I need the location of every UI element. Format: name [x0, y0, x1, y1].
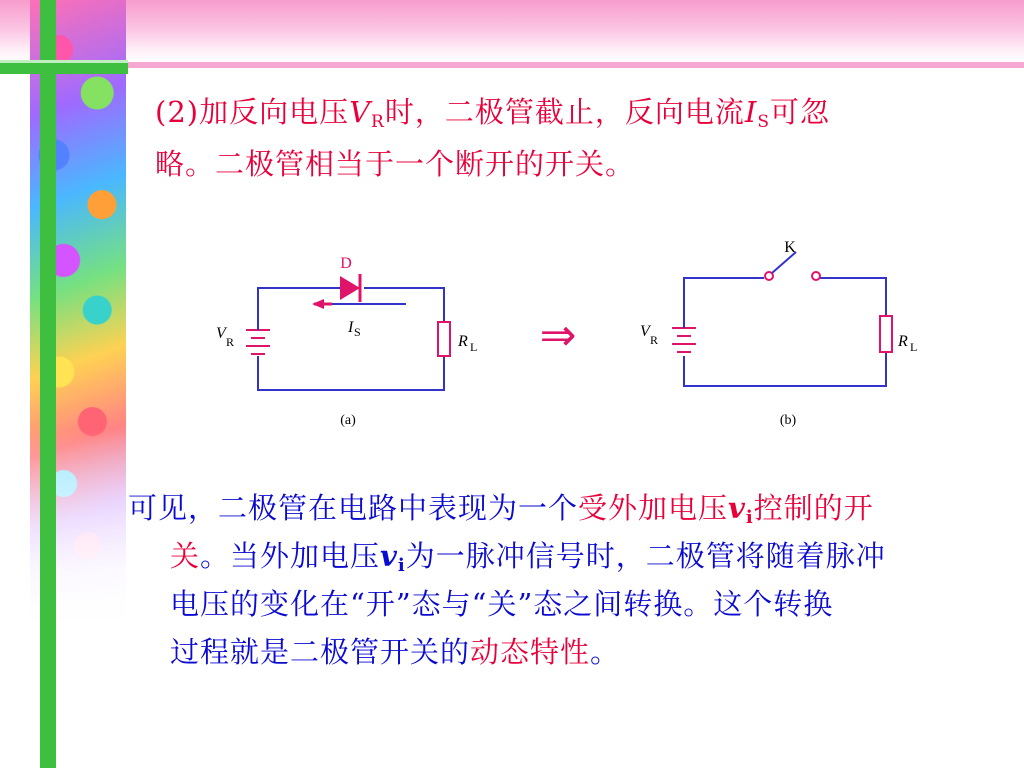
para2-highlight: 受外加电压	[578, 491, 729, 525]
para2-highlight: 关	[170, 539, 201, 573]
para1-text: (2)加反向电压	[155, 95, 350, 129]
para2-text: 为一脉冲信号时，二极管将随着脉冲	[405, 539, 886, 573]
circuit-a	[216, 255, 477, 428]
voltage-sub: R	[371, 112, 385, 132]
para1-text: 可忽	[770, 95, 831, 129]
wire	[820, 278, 886, 316]
switch-label: K	[784, 239, 796, 256]
current-label-sub: S	[354, 325, 361, 339]
diode-symbol	[334, 274, 360, 302]
switching-characteristic-paragraph	[128, 484, 1003, 676]
open-switch-symbol	[765, 252, 820, 280]
para2-line3: 电压的变化在“开”态与“关”态之间转换。这个转换	[170, 587, 834, 621]
para2-text: 。	[590, 635, 621, 669]
battery-symbol	[246, 320, 270, 354]
horizontal-green-bar-highlight	[0, 60, 128, 63]
resistor-symbol	[880, 316, 892, 352]
battery-symbol	[672, 320, 696, 352]
resistor-label-sub: L	[910, 340, 918, 354]
caption-b: (b)	[779, 413, 797, 428]
vertical-green-bar	[40, 0, 56, 768]
current-sub: S	[757, 112, 770, 132]
para2-text: 过程就是二极管开关的	[170, 635, 471, 669]
current-var: I	[744, 95, 758, 129]
top-banner	[0, 0, 1024, 62]
para2-highlight: 动态特性	[470, 635, 591, 669]
source-label: V	[640, 323, 650, 340]
wire	[684, 278, 764, 320]
wire	[684, 352, 886, 386]
para2-highlight: 控制的开	[753, 491, 874, 525]
resistor-symbol	[438, 322, 450, 356]
source-label-sub: R	[226, 335, 235, 349]
para2-text: 。当外加电压	[200, 539, 381, 573]
top-divider	[0, 62, 1024, 68]
input-voltage-var: v	[380, 539, 398, 573]
para2-line4	[128, 628, 1003, 676]
circuit-diagram	[190, 228, 950, 438]
para1-text: 时，二极管截止，反向电流	[384, 95, 745, 129]
resistor-label-sub: L	[470, 340, 478, 354]
input-voltage-sub: i	[745, 507, 754, 528]
para1-line2: 略。二极管相当于一个断开的开关。	[155, 147, 636, 181]
input-voltage-var: v	[728, 491, 746, 525]
resistor-label: R	[458, 333, 468, 350]
source-label: V	[216, 325, 226, 342]
reverse-bias-paragraph	[155, 86, 935, 190]
wire	[364, 288, 444, 326]
caption-a: (a)	[340, 413, 356, 428]
resistor-label: R	[898, 333, 908, 350]
voltage-var: V	[349, 95, 372, 129]
input-voltage-sub: i	[397, 555, 406, 576]
source-label-sub: R	[650, 333, 659, 347]
current-label: I	[348, 319, 354, 336]
implies-arrow-icon: ⇒	[539, 311, 577, 360]
diode-label: D	[340, 255, 352, 272]
circuit-b	[640, 239, 917, 428]
wire	[258, 356, 444, 390]
para2-text: 可见，二极管在电路中表现为一个	[128, 491, 579, 525]
para2-line2	[128, 532, 1003, 580]
